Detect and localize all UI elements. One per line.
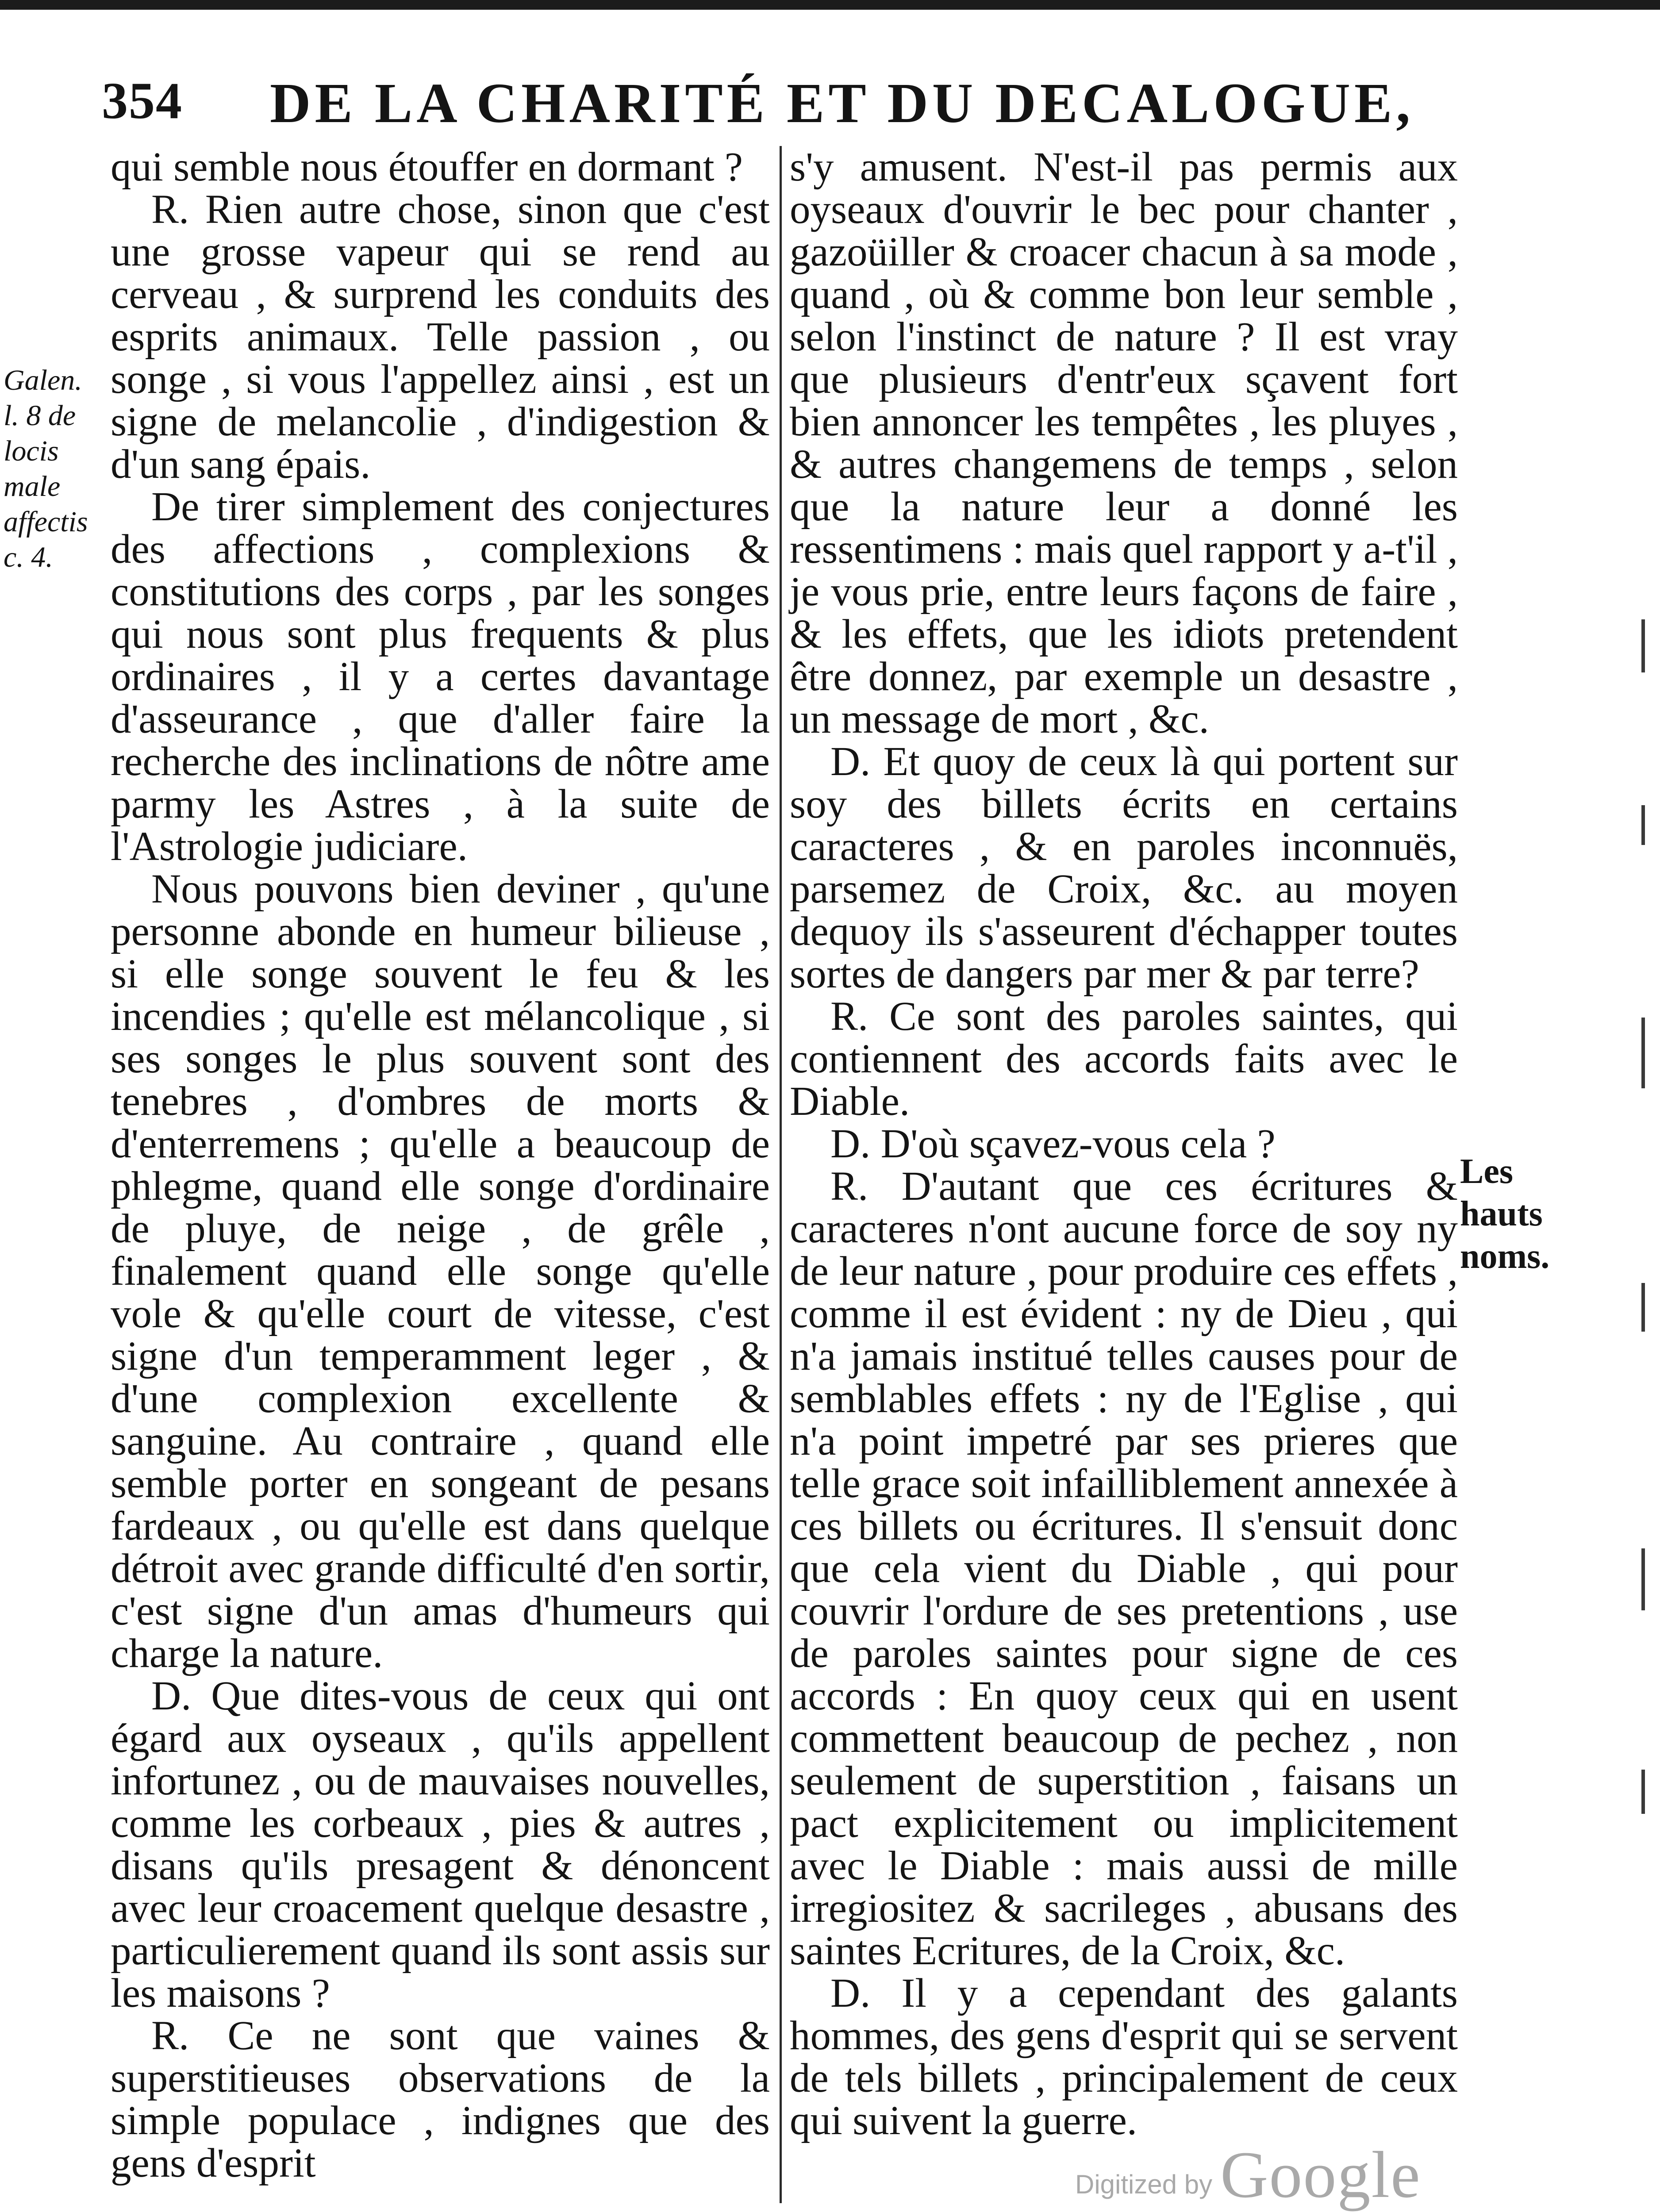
- margin-note-line: male: [4, 470, 61, 503]
- paragraph: Nous pouvons bien deviner , qu'une personne abonde en humeur bilieuse , si elle songe souvent le feu & les incendies ; qu'elle est mélancolique , si ses songes le plus souvent sont des tenebres , d'ombres de morts & d'enterremens ; qu'elle a beaucoup de phlegme, quand elle songe d'ordinaire de pluye, de neige , de grêle , finalement quand elle songe qu'elle vole & qu'elle court de vitesse, c'est signe d'un temperamment leger , & d'une complexion excellente & sanguine. Au contraire , quand elle semble porter en songeant de pesans fardeaux , ou qu'elle est dans quelque détroit avec grande difficulté d'en sortir, c'est signe d'un amas d'humeurs qui charge la nature.: [111, 866, 770, 1676]
- margin-note-right: [1460, 1150, 1562, 1278]
- paragraph: D. Que dites-vous de ceux qui ont égard aux oyseaux , qu'ils appellent infortunez , ou de mauvaises nouvelles, comme les corbeaux , pies & autres , disans qu'ils presagent & dénoncent avec leur croacement quelque desastre , particulierement quand ils sont assis sur les maisons ?: [111, 1673, 770, 2016]
- column-divider: [780, 146, 782, 2203]
- paragraph: De tirer simplement des conjectures des affections , complexions & constitutions des corps , par les songes qui nous sont plus frequents & plus ordinaires , il y a certes davantage d'asseurance , que d'aller faire la recherche des inclinations de nôtre ame parmy les Astres , à la suite de l'Astrologie judiciare.: [111, 484, 770, 869]
- margin-note-line: c. 4.: [4, 541, 53, 573]
- margin-note-left: [4, 363, 110, 575]
- paragraph: R. Ce sont des paroles saintes, qui contiennent des accords faits avec le Diable.: [790, 994, 1458, 1124]
- paragraph: R. D'autant que ces écritures & caracteres n'ont aucune force de soy ny de leur nature , pour produire ces effets , comme il est évident : ny de Dieu , qui n'a jamais institué telles causes pour de semblables effets : ny de l'Eglise , qui n'a point impetré par ses prieres que telle grace soit infailliblement annexée à ces billets ou écritures. Il s'ensuit donc que cela vient du Diable , qui pour couvrir l'ordure de ses pretentions , use de paroles saintes pour signe de ces accords : En quoy ceux qui en usent commettent beaucoup de pechez , non seulement de superstition , faisans un pact explicitement ou implicitement avec le Diable : mais aussi de mille irregiositez & sacrileges , abusans des saintes Ecritures, de la Croix, &c.: [790, 1164, 1458, 1974]
- margin-note-line: noms.: [1460, 1237, 1550, 1276]
- page-number: 354: [102, 72, 183, 130]
- margin-note-line: Galen.: [4, 364, 82, 396]
- digitized-by-text: Digitized by: [1075, 2170, 1213, 2199]
- top-scan-border: [0, 0, 1660, 10]
- google-logo: Google: [1220, 2138, 1421, 2212]
- paragraph: D. Et quoy de ceux là qui portent sur soy des billets écrits en certains caracteres , & en paroles inconnuës, parsemez de Croix, &c. au moyen dequoy ils s'asseurent d'échapper toutes sortes de dangers par mer & par terre?: [790, 739, 1458, 997]
- left-text-column: [111, 146, 770, 2185]
- paragraph: s'y amusent. N'est-il pas permis aux oyseaux d'ouvrir le bec pour chanter , gazoüiller & croacer chacun à sa mode , quand , où & comme bon leur semble , selon l'instinct de nature ? Il est vray que plusieurs d'entr'eux sçavent fort bien annoncer les tempêtes , les pluyes , & autres changemens de temps , selon que la nature leur a donné les ressentimens : mais quel rapport y a-t'il , je vous prie, entre leurs façons de faire , & les effets, que les idiots pretendent être donnez, par exemple un desastre , un message de mort , &c.: [790, 144, 1458, 742]
- margin-note-line: locis: [4, 435, 59, 467]
- paragraph: D. Il y a cependant des galants hommes, des gens d'esprit qui se servent de tels billets , principalement de ceux qui suivent la guerre.: [790, 1970, 1458, 2143]
- right-text-column: [790, 146, 1458, 2142]
- paragraph: D. D'où sçavez-vous cela ?: [830, 1121, 1276, 1167]
- paragraph: qui semble nous étouffer en dormant ?: [111, 144, 743, 190]
- margin-note-line: affectis: [4, 506, 88, 538]
- digitized-by-watermark: [1075, 2137, 1421, 2212]
- margin-note-line: l. 8 de: [4, 399, 76, 432]
- margin-note-line: Les: [1460, 1152, 1513, 1191]
- scan-edge-marks: [1637, 619, 1655, 1858]
- paragraph: R. Rien autre chose, sinon que c'est une grosse vapeur qui se rend au cerveau , & surprend les conduits des esprits animaux. Telle passion , ou songe , si vous l'appellez ainsi , est un signe de melancolie , d'indigestion & d'un sang épais.: [111, 187, 770, 487]
- running-title: DE LA CHARITÉ ET DU DECALOGUE,: [270, 72, 1414, 134]
- paragraph: R. Ce ne sont que vaines & superstitieuses observations de la simple populace , indignes que des gens d'esprit: [111, 2013, 770, 2186]
- margin-note-line: hauts: [1460, 1194, 1543, 1233]
